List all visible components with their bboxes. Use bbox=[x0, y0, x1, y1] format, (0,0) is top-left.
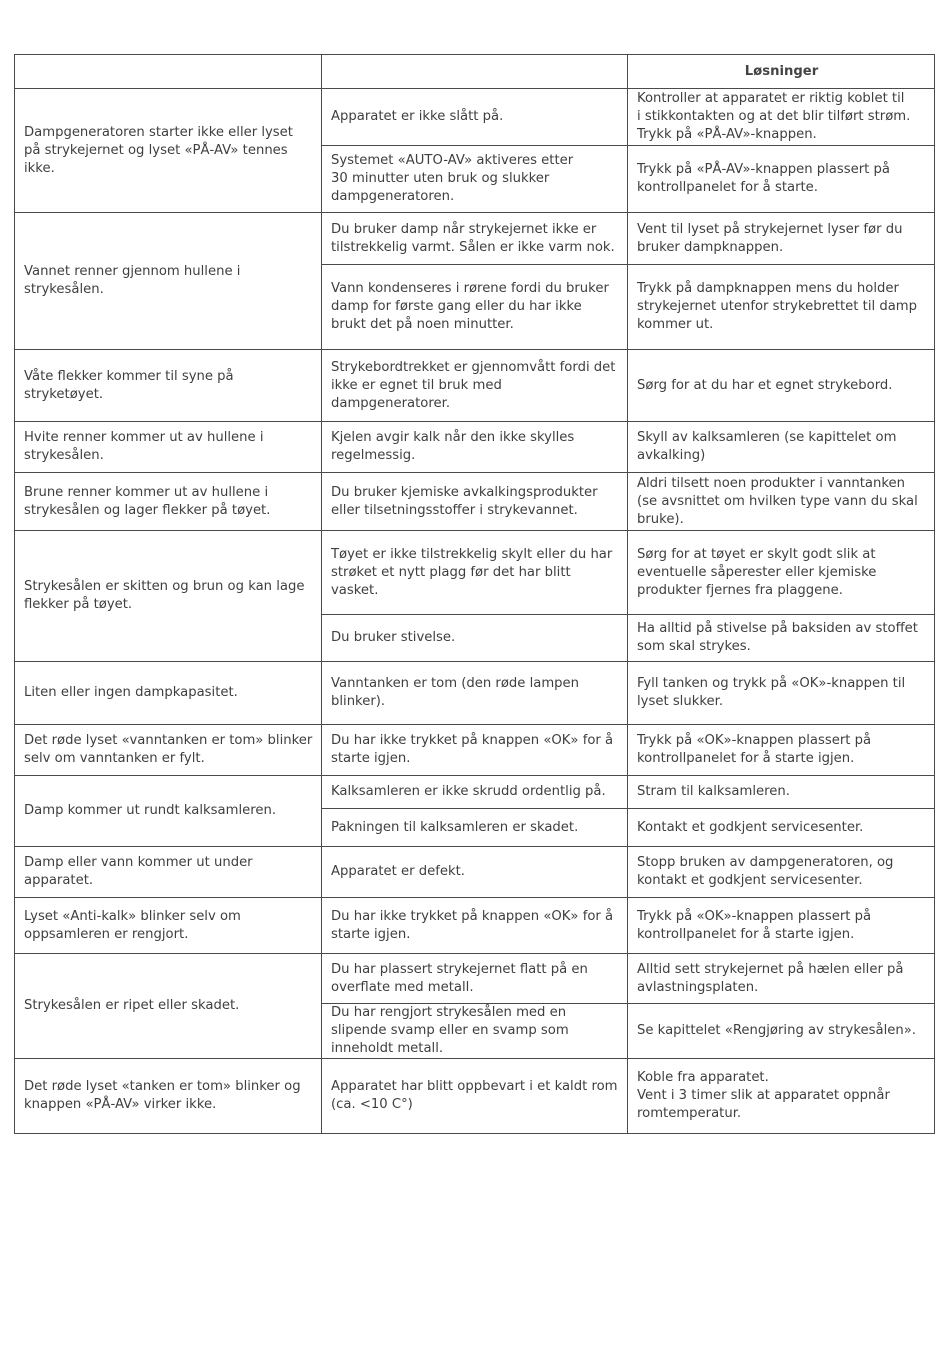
table-row bbox=[15, 898, 935, 954]
solution-cell: Aldri tilsett noen produkter i vanntanken (se avsnittet om hvilken type vann du skal bruke). bbox=[628, 473, 935, 531]
table-row bbox=[15, 531, 935, 615]
table-row bbox=[15, 776, 935, 809]
table-row bbox=[15, 725, 935, 776]
cause-cell: Du bruker stivelse. bbox=[322, 615, 628, 662]
cause-cell: Du bruker kjemiske avkalkingsprodukter eller tilsetningsstoffer i strykevannet. bbox=[322, 473, 628, 531]
problem-cell: Våte flekker kommer til syne på stryketøyet. bbox=[15, 350, 322, 422]
cause-cell: Kalksamleren er ikke skrudd ordentlig på. bbox=[322, 776, 628, 809]
solution-cell: Vent til lyset på strykejernet lyser før du bruker dampknappen. bbox=[628, 213, 935, 265]
table-row bbox=[15, 1059, 935, 1134]
problem-cell: Damp eller vann kommer ut under apparatet. bbox=[15, 847, 322, 898]
solution-cell: Trykk på dampknappen mens du holder strykejernet utenfor strykebrettet til damp kommer ut. bbox=[628, 265, 935, 350]
cause-cell: Du har ikke trykket på knappen «OK» for å starte igjen. bbox=[322, 898, 628, 954]
cause-cell: Kjelen avgir kalk når den ikke skylles regelmessig. bbox=[322, 422, 628, 473]
table-header-row bbox=[15, 55, 935, 89]
solution-cell: Trykk på «PÅ-AV»-knappen plassert på kontrollpanelet for å starte. bbox=[628, 146, 935, 213]
header-cause bbox=[322, 55, 628, 89]
problem-cell: Vannet renner gjennom hullene i strykesålen. bbox=[15, 213, 322, 350]
table-row bbox=[15, 662, 935, 725]
problem-cell: Hvite renner kommer ut av hullene i strykesålen. bbox=[15, 422, 322, 473]
solution-cell: Trykk på «OK»-knappen plassert på kontrollpanelet for å starte igjen. bbox=[628, 725, 935, 776]
table-row bbox=[15, 213, 935, 265]
problem-cell: Det røde lyset «vanntanken er tom» blinker selv om vanntanken er fylt. bbox=[15, 725, 322, 776]
cause-cell: Apparatet er defekt. bbox=[322, 847, 628, 898]
troubleshooting-page bbox=[14, 54, 934, 1134]
cause-cell: Apparatet er ikke slått på. bbox=[322, 89, 628, 146]
solution-cell: Alltid sett strykejernet på hælen eller på avlastningsplaten. bbox=[628, 954, 935, 1004]
cause-cell: Strykebordtrekket er gjennomvått fordi det ikke er egnet til bruk med dampgeneratorer. bbox=[322, 350, 628, 422]
table-row bbox=[15, 422, 935, 473]
solution-cell: Stram til kalksamleren. bbox=[628, 776, 935, 809]
table-row bbox=[15, 954, 935, 1004]
table-row bbox=[15, 350, 935, 422]
cause-cell: Du har rengjort strykesålen med en slipende svamp eller en svamp som inneholdt metall. bbox=[322, 1004, 628, 1059]
problem-cell: Lyset «Anti-kalk» blinker selv om oppsamleren er rengjort. bbox=[15, 898, 322, 954]
cause-cell: Pakningen til kalksamleren er skadet. bbox=[322, 809, 628, 847]
solution-cell: Koble fra apparatet. Vent i 3 timer slik at apparatet oppnår romtemperatur. bbox=[628, 1059, 935, 1134]
table-row bbox=[15, 847, 935, 898]
problem-cell: Brune renner kommer ut av hullene i strykesålen og lager flekker på tøyet. bbox=[15, 473, 322, 531]
solution-cell: Kontroller at apparatet er riktig koblet til i stikkontakten og at det blir tilført strøm. Trykk på «PÅ-AV»-knappen. bbox=[628, 89, 935, 146]
cause-cell: Systemet «AUTO-AV» aktiveres etter 30 minutter uten bruk og slukker dampgeneratoren. bbox=[322, 146, 628, 213]
cause-cell: Apparatet har blitt oppbevart i et kaldt rom (ca. <10 C°) bbox=[322, 1059, 628, 1134]
problem-cell: Dampgeneratoren starter ikke eller lyset på strykejernet og lyset «PÅ-AV» tennes ikke. bbox=[15, 89, 322, 213]
solution-cell: Ha alltid på stivelse på baksiden av stoffet som skal strykes. bbox=[628, 615, 935, 662]
solution-cell: Sørg for at du har et egnet strykebord. bbox=[628, 350, 935, 422]
solution-cell: Skyll av kalksamleren (se kapittelet om avkalking) bbox=[628, 422, 935, 473]
solution-cell: Sørg for at tøyet er skylt godt slik at eventuelle såperester eller kjemiske produkter fjernes fra plaggene. bbox=[628, 531, 935, 615]
problem-cell: Strykesålen er skitten og brun og kan lage flekker på tøyet. bbox=[15, 531, 322, 662]
table-row bbox=[15, 89, 935, 146]
troubleshooting-table bbox=[14, 54, 935, 1134]
solution-cell: Fyll tanken og trykk på «OK»-knappen til lyset slukker. bbox=[628, 662, 935, 725]
problem-cell: Strykesålen er ripet eller skadet. bbox=[15, 954, 322, 1059]
solution-cell: Se kapittelet «Rengjøring av strykesålen». bbox=[628, 1004, 935, 1059]
header-solution: Løsninger bbox=[628, 55, 935, 89]
solution-cell: Stopp bruken av dampgeneratoren, og kontakt et godkjent servicesenter. bbox=[628, 847, 935, 898]
problem-cell: Det røde lyset «tanken er tom» blinker og knappen «PÅ-AV» virker ikke. bbox=[15, 1059, 322, 1134]
header-problem bbox=[15, 55, 322, 89]
cause-cell: Vanntanken er tom (den røde lampen blinker). bbox=[322, 662, 628, 725]
cause-cell: Tøyet er ikke tilstrekkelig skylt eller du har strøket et nytt plagg før det har blitt vasket. bbox=[322, 531, 628, 615]
cause-cell: Du har ikke trykket på knappen «OK» for å starte igjen. bbox=[322, 725, 628, 776]
table-row bbox=[15, 473, 935, 531]
solution-cell: Kontakt et godkjent servicesenter. bbox=[628, 809, 935, 847]
problem-cell: Liten eller ingen dampkapasitet. bbox=[15, 662, 322, 725]
cause-cell: Du bruker damp når strykejernet ikke er tilstrekkelig varmt. Sålen er ikke varm nok. bbox=[322, 213, 628, 265]
problem-cell: Damp kommer ut rundt kalksamleren. bbox=[15, 776, 322, 847]
solution-cell: Trykk på «OK»-knappen plassert på kontrollpanelet for å starte igjen. bbox=[628, 898, 935, 954]
cause-cell: Vann kondenseres i rørene fordi du bruker damp for første gang eller du har ikke brukt det på noen minutter. bbox=[322, 265, 628, 350]
cause-cell: Du har plassert strykejernet flatt på en overflate med metall. bbox=[322, 954, 628, 1004]
